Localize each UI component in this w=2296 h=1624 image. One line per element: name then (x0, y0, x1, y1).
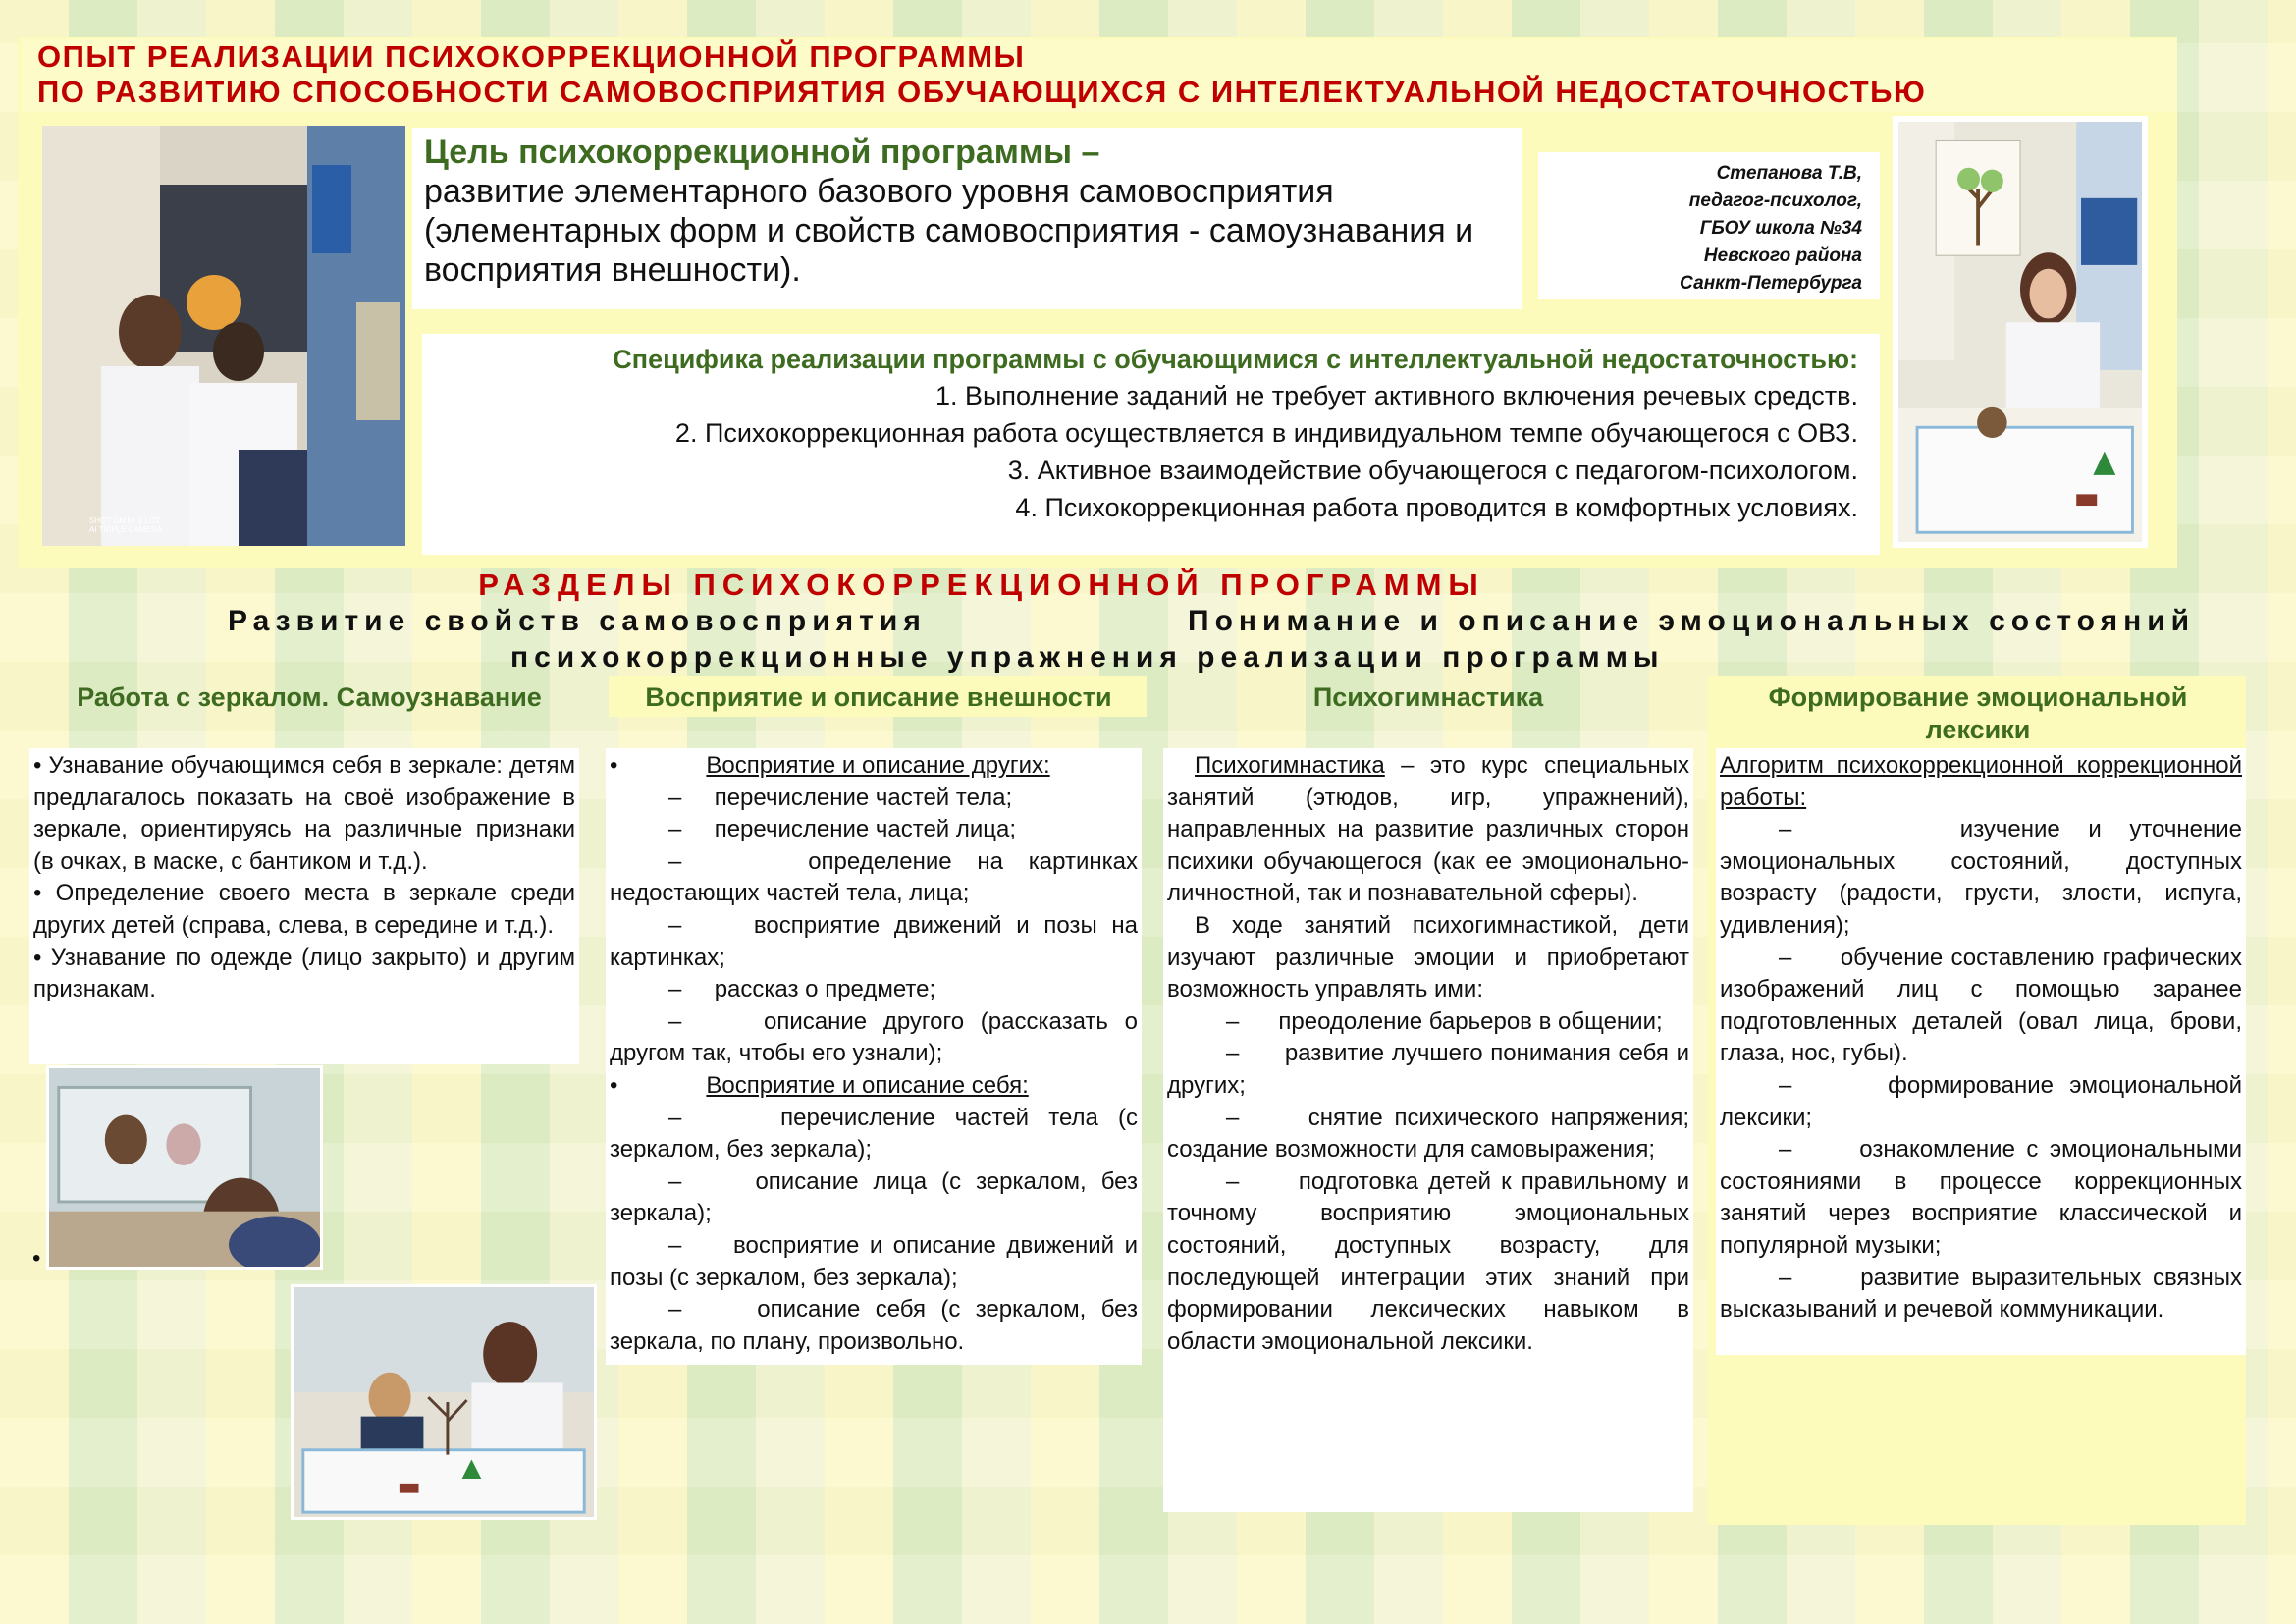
dash: – (668, 816, 682, 843)
goal-text: развитие элементарного базового уровня самовосприятия (элементарных форм и свойств самовосприятия - самоузнавания и восприятия внешности). (424, 173, 1474, 289)
specifics-item: 1. Выполнение заданий не требует активного включения речевых средств. (934, 381, 1858, 410)
dash: – (668, 1296, 682, 1324)
col3-item (1167, 1103, 1689, 1166)
col3-para: В ходе занятий психогимнастикой, дети изучают различные эмоции и приобретают возможность управлять ими: (1167, 911, 1689, 1003)
sections-title: РАЗДЕЛЫ ПСИХОКОРРЕКЦИОННОЙ ПРОГРАММЫ (478, 568, 1485, 602)
col4-item (1720, 1263, 2242, 1326)
col2-item-text: описание себя (с зеркалом, без зеркала, по плану, произвольно. (610, 1296, 1138, 1355)
specifics-item: 3. Активное взаимодействие обучающегося с педагогом-психологом. (1007, 456, 1858, 485)
dash: – (668, 847, 682, 875)
col4-heading: Формирование эмоциональной лексики (1768, 682, 2188, 744)
goal-box (412, 128, 1522, 309)
title-line-2: ПО РАЗВИТИЮ СПОСОБНОСТИ САМОВОСПРИЯТИЯ ОБУЧАЮЩИХСЯ С ИНТЕЛЕКТУАЛЬНОЙ НЕДОСТАТОЧНОСТЬЮ (37, 75, 1927, 109)
dash: – (668, 1104, 682, 1131)
photo-caption-line2: AI TRIPLE CAMERA (89, 525, 163, 534)
col2-item (610, 1006, 1138, 1070)
col2-text (606, 748, 1142, 1365)
dash: – (668, 976, 682, 1003)
photo-teacher-sand-table (1893, 116, 2148, 548)
col4-item (1720, 814, 2242, 942)
col4-item (1720, 1070, 2242, 1134)
col2-item (610, 1294, 1138, 1358)
col1-item: • Определение своего места в зеркале среди других детей (справа, слева, в середине и т.д.). (33, 880, 575, 939)
col2-item (610, 783, 1138, 815)
col2-item-text: восприятие движений и позы на картинках; (610, 911, 1138, 971)
col2-heading: Восприятие и описание внешности (645, 682, 1112, 712)
specifics-item: 4. Психокоррекционная работа проводится в комфортных условиях. (1015, 493, 1858, 522)
dash: – (668, 1231, 682, 1259)
col3-item (1167, 1038, 1689, 1102)
col2-item (610, 974, 1138, 1006)
col4-item-text: формирование эмоциональной лексики; (1720, 1071, 2242, 1131)
col3-item-text: подготовка детей к правильному и точному восприятию эмоциональных состояний, доступных возрасту, для последующей интеграции этих знаний при формировании лексических навыком в области эмоциональной лексики. (1167, 1167, 1689, 1355)
dash: – (668, 911, 682, 939)
col1-text (29, 748, 579, 1064)
col4-item-text: обучение составлению графических изображений лиц с помощью заранее подготовленных деталей (овал лица, брови, глаза, нос, губы). (1720, 944, 2242, 1067)
author-city: Санкт-Петербурга (1679, 273, 1862, 294)
author-name: Степанова Т.В, (1716, 163, 1862, 184)
col2-item (610, 910, 1138, 974)
subhead-self-perception: Развитие свойств самовосприятия (228, 605, 927, 637)
col3-item-text: развитие лучшего понимания себя и других; (1167, 1040, 1689, 1099)
specifics-title: Специфика реализации программы с обучающимися с интеллектуальной недостаточностью: (613, 345, 1858, 374)
author-box (1538, 152, 1880, 299)
col1-item: • Узнавание по одежде (лицо закрыто) и другим признакам. (33, 944, 575, 1003)
author-district: Невского района (1703, 245, 1862, 266)
col2-bullet: • (610, 1071, 618, 1099)
col3-term: Психогимнастика (1195, 752, 1385, 779)
photo-children-felt-board (42, 126, 405, 546)
col2-item-text: описание другого (рассказать о другом так, чтобы его узнали); (610, 1007, 1138, 1067)
dash: – (1226, 1040, 1240, 1067)
title-line-1: ОПЫТ РЕАЛИЗАЦИИ ПСИХОКОРРЕКЦИОННОЙ ПРОГРАММЫ (37, 39, 1026, 74)
col4-item-text: изучение и уточнение эмоциональных состояний, доступных возрасту (радости, грусти, злости, испуга, удивления); (1720, 816, 2242, 939)
col2-heading1-row (610, 750, 1138, 783)
col3-item-text: преодоление барьеров в общении; (1278, 1007, 1663, 1035)
dash: – (1226, 1167, 1240, 1195)
col2-item (610, 1103, 1138, 1166)
title-block (22, 39, 2176, 112)
photo-caption (89, 516, 162, 534)
col2-item-text: описание лица (с зеркалом, без зеркала); (610, 1167, 1138, 1227)
col2-subheading-others: Восприятие и описание других: (706, 752, 1050, 779)
col3-intro-text: – это курс специальных занятий (этюдов, игр, упражнений), направленных на развитие различных сторон психики обучающегося (как ее эмоционально-личностной, так и познавательной сферы). (1167, 752, 1689, 907)
photo-mirror-children (46, 1065, 323, 1270)
dash: – (1779, 1071, 1792, 1099)
dash: – (1779, 816, 1792, 843)
col2-bullet: • (610, 752, 618, 779)
dash: – (1779, 944, 1792, 971)
col4-item (1720, 943, 2242, 1070)
col3-item (1167, 1006, 1689, 1039)
dash: – (668, 1167, 682, 1195)
author-school: ГБОУ школа №34 (1699, 218, 1862, 239)
col2-heading2-row (610, 1070, 1138, 1103)
col4-heading: Алгоритм психокоррекционной коррекционной работы: (1720, 752, 2242, 811)
subhead-exercises: психокоррекционные упражнения реализации программы (510, 641, 1665, 674)
dash: – (1779, 1136, 1792, 1164)
col3-heading: Психогимнастика (1312, 682, 1544, 712)
col1-stray-bullet: • (32, 1245, 41, 1272)
col2-item-text: определение на картинках недостающих частей тела, лица; (610, 847, 1138, 907)
col3-intro (1167, 750, 1689, 910)
col2-item (610, 814, 1138, 846)
col1-item: • Узнавание обучающимся себя в зеркале: детям предлагалось показать на своё изображение в зеркале, ориентируясь на различные признаки (в очках, в маске, с бантиком и т.д.). (33, 752, 575, 875)
photo-caption-line1: SHOT ON MI 9 LITE (89, 516, 162, 525)
col2-item (610, 1166, 1138, 1230)
col4-item-text: ознакомление с эмоциональными состояниями в процессе коррекционных занятий через восприятие классической и популярной музыки; (1720, 1136, 2243, 1259)
specifics-item: 2. Психокоррекционная работа осуществляется в индивидуальном темпе обучающегося с ОВЗ. (674, 418, 1858, 448)
col2-item (610, 846, 1138, 910)
dash: – (668, 784, 682, 811)
dash: – (1779, 1264, 1792, 1291)
dash: – (1226, 1007, 1240, 1035)
col2-item (610, 1230, 1138, 1294)
col4-item (1720, 1134, 2242, 1262)
col2-subheading-self: Восприятие и описание себя: (706, 1071, 1029, 1099)
goal-title: Цель психокоррекционной программы – (424, 134, 1100, 171)
dash: – (1226, 1104, 1240, 1131)
author-position: педагог-психолог, (1688, 190, 1862, 211)
col2-item-text: перечисление частей лица; (714, 816, 1017, 843)
col4-text (1716, 748, 2246, 1355)
col3-item-text: снятие психического напряжения; создание возможности для самовыражения; (1167, 1104, 1689, 1164)
col4-item-text: развитие выразительных связных высказываний и речевой коммуникации. (1720, 1264, 2242, 1324)
photo-sand-therapy (291, 1284, 597, 1520)
col2-item-text: рассказ о предмете; (714, 976, 936, 1003)
specifics-box (422, 334, 1880, 555)
dash: – (668, 1007, 682, 1035)
col1-heading: Работа с зеркалом. Самоузнавание (77, 682, 542, 712)
col2-item-text: восприятие и описание движений и позы (с зеркалом, без зеркала); (610, 1231, 1138, 1291)
col3-item (1167, 1166, 1689, 1359)
col2-item-text: перечисление частей тела (с зеркалом, без зеркала); (610, 1104, 1138, 1164)
col2-item-text: перечисление частей тела; (714, 784, 1013, 811)
subhead-emotions: Понимание и описание эмоциональных состояний (1188, 605, 2196, 637)
col3-text (1163, 748, 1693, 1512)
